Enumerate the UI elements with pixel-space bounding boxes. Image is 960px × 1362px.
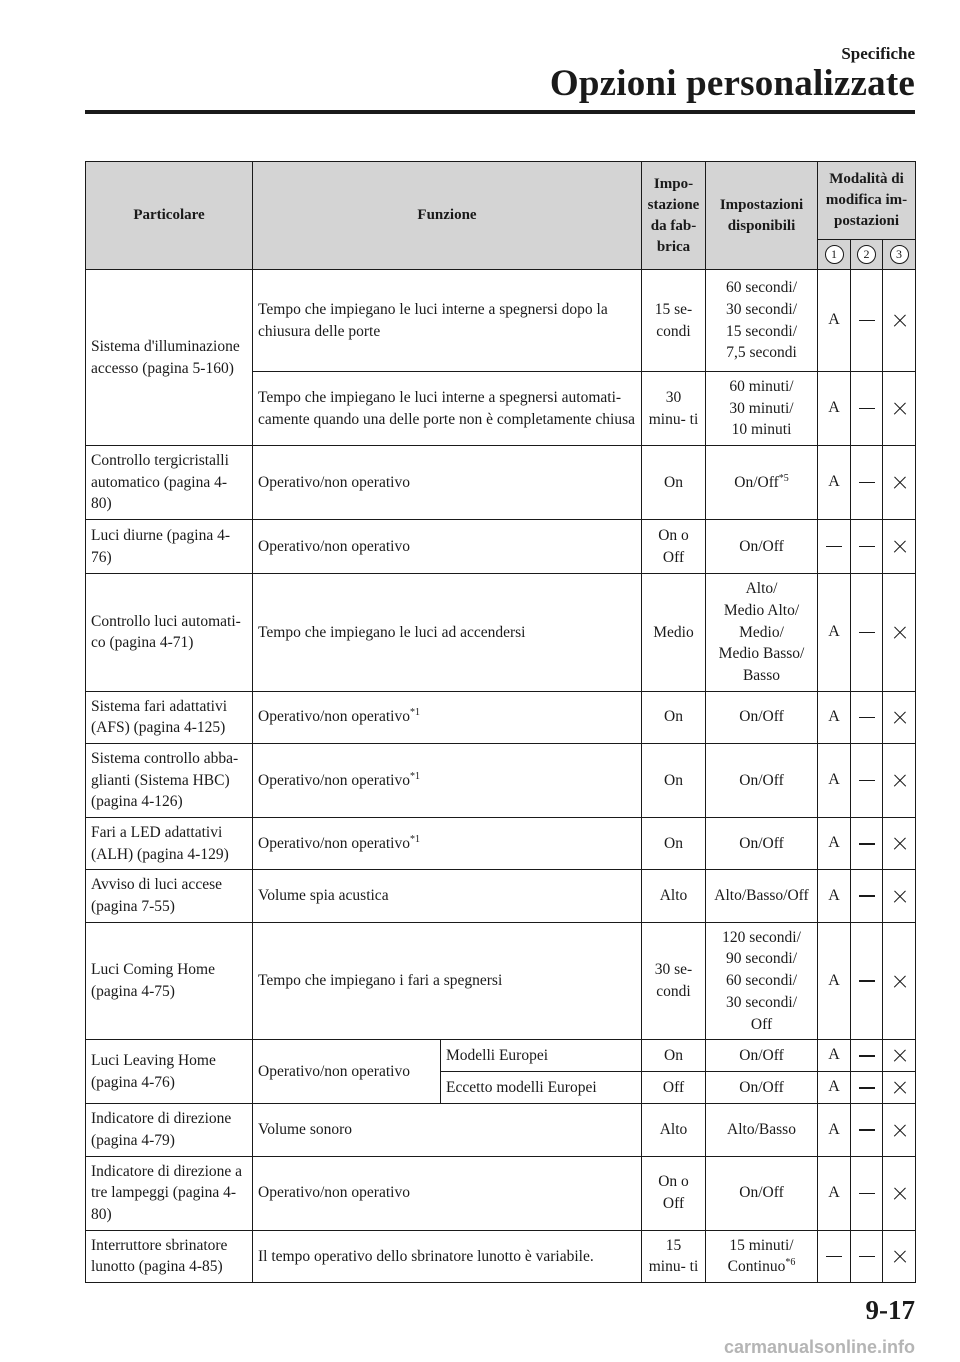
function-text: Il tempo operativo dello sbrinatore lunotto è variabile. (258, 1247, 594, 1265)
available-option-text: 30 secondi/ (725, 300, 798, 318)
cell-mode-1 (818, 1040, 851, 1072)
cell-mode-3 (883, 922, 916, 1039)
cell-default: 15 se- condi (642, 270, 706, 372)
cell-sub-condition: Eccetto modelli Europei (441, 1072, 642, 1104)
cross-mark-icon (893, 626, 906, 639)
cell-mode-2 (851, 1104, 883, 1156)
cell-available (706, 1104, 818, 1156)
mode-letter: A (828, 399, 840, 417)
cell-available (706, 372, 818, 446)
cell-available (706, 1156, 818, 1230)
available-option (711, 885, 812, 907)
cell-mode-1 (818, 743, 851, 817)
dash-mark-icon (859, 320, 875, 321)
cell-mode-3 (883, 870, 916, 922)
available-option-text: On/Off (739, 537, 784, 555)
cross-mark-icon (893, 1187, 906, 1200)
dash-mark-icon (859, 546, 875, 547)
available-option (711, 1182, 812, 1204)
available-option (711, 578, 812, 600)
available-option-text: On/Off (739, 834, 784, 852)
cell-mode-3 (883, 691, 916, 743)
cell-function (253, 1156, 642, 1230)
cell-mode-3 (883, 818, 916, 870)
available-option (711, 398, 812, 420)
available-option-text: Alto/Basso (727, 1121, 796, 1139)
cell-function (253, 372, 642, 446)
cell-function (253, 870, 642, 922)
header-mode-3 (883, 240, 916, 270)
cell-available (706, 574, 818, 691)
footnote-ref: *1 (409, 707, 420, 719)
cell-mode-3 (883, 372, 916, 446)
footnote-ref: *6 (785, 1257, 796, 1269)
mode-letter: A (828, 1120, 840, 1138)
table-row (86, 818, 916, 870)
cell-default: Alto (642, 1104, 706, 1156)
function-text: Volume spia acustica (258, 887, 389, 905)
cross-mark-icon (893, 890, 906, 903)
available-option (711, 1119, 812, 1141)
available-option-text: 10 minuti (731, 421, 792, 439)
cell-mode-3 (883, 574, 916, 691)
footnote-ref: *1 (409, 833, 420, 845)
header-mode-1 (818, 240, 851, 270)
cross-mark-icon (893, 1124, 906, 1137)
table-row (86, 922, 916, 1039)
table-row (86, 270, 916, 372)
cell-mode-2 (851, 1156, 883, 1230)
cell-mode-2 (851, 372, 883, 446)
cell-function (253, 270, 642, 372)
available-option-text: Alto/Basso/Off (714, 887, 809, 905)
cell-mode-1 (818, 372, 851, 446)
available-option (711, 321, 812, 343)
table-row (86, 870, 916, 922)
cell-mode-3 (883, 446, 916, 520)
cell-item: Luci Leaving Home (pagina 4-76) (86, 1040, 253, 1104)
cell-item: Sistema fari adattativi (AFS) (pagina 4-125) (86, 691, 253, 743)
header-mode-2 (851, 240, 883, 270)
cell-mode-3 (883, 743, 916, 817)
available-option (711, 970, 812, 992)
table-row (86, 446, 916, 520)
cell-mode-2 (851, 743, 883, 817)
cell-available (706, 870, 818, 922)
cross-mark-icon (893, 402, 906, 415)
available-option (711, 376, 812, 398)
cell-function (253, 691, 642, 743)
cross-mark-icon (893, 1049, 906, 1062)
table-row (86, 1040, 916, 1072)
custom-settings-table (85, 161, 916, 1283)
available-option (711, 927, 812, 949)
cell-default: On o Off (642, 520, 706, 574)
available-option (711, 770, 812, 792)
cell-default: Off (642, 1072, 706, 1104)
cell-mode-3 (883, 270, 916, 372)
cell-item: Luci diurne (pagina 4-76) (86, 520, 253, 574)
available-option (711, 277, 812, 299)
cross-mark-icon (893, 774, 906, 787)
available-option (711, 1235, 812, 1257)
available-option (711, 1014, 812, 1036)
dash-mark-icon (859, 482, 875, 483)
cell-mode-2 (851, 1040, 883, 1072)
mode-number-icon: 2 (857, 245, 876, 264)
cross-mark-icon (893, 1081, 906, 1094)
dash-mark-icon (859, 895, 875, 896)
available-option (711, 1045, 812, 1067)
page-title: Opzioni personalizzate (549, 63, 915, 104)
cell-default: 30 minu- ti (642, 372, 706, 446)
mode-letter: A (828, 1078, 840, 1096)
mode-letter: A (828, 771, 840, 789)
available-option-text: On/Off (739, 771, 784, 789)
table-row (86, 1230, 916, 1283)
cell-default: On (642, 743, 706, 817)
available-option (711, 600, 812, 622)
cross-mark-icon (893, 476, 906, 489)
cross-mark-icon (893, 975, 906, 988)
available-option-text: Off (750, 1015, 773, 1033)
cell-function (253, 922, 642, 1039)
cross-mark-icon (893, 314, 906, 327)
cell-item: Indicatore di direzione a tre lampeggi (pagina 4-80) (86, 1156, 253, 1230)
table-row (86, 1156, 916, 1230)
header-default: Impo- stazione da fab- brica (642, 162, 706, 270)
available-option-text: 120 secondi/ (722, 928, 801, 946)
mode-letter: A (828, 311, 840, 329)
mode-letter: A (828, 834, 840, 852)
cross-mark-icon (893, 540, 906, 553)
header-modes: Modalità di modifica im- postazioni (818, 162, 916, 240)
function-text: Tempo che impiegano i fari a spegnersi (258, 972, 503, 990)
cell-item: Avviso di luci accese (pagina 7-55) (86, 870, 253, 922)
cell-mode-1 (818, 520, 851, 574)
cell-default: On (642, 818, 706, 870)
cell-function (253, 520, 642, 574)
cell-default: On (642, 1040, 706, 1072)
cell-default: On o Off (642, 1156, 706, 1230)
cell-mode-2 (851, 691, 883, 743)
header-item: Particolare (86, 162, 253, 270)
footnote-ref: *1 (409, 770, 420, 782)
available-option (711, 1256, 812, 1278)
cell-function (253, 1104, 642, 1156)
table-row (86, 574, 916, 691)
dash-mark-icon (859, 717, 875, 718)
mode-letter: A (828, 708, 840, 726)
available-option-text: On/Off (739, 1046, 784, 1064)
cell-function (253, 446, 642, 520)
cell-available (706, 922, 818, 1039)
cell-mode-3 (883, 1040, 916, 1072)
table-row (86, 743, 916, 817)
cell-available (706, 270, 818, 372)
available-option (711, 706, 812, 728)
dash-mark-icon (859, 1256, 875, 1257)
available-option-text: 60 secondi/ (725, 972, 798, 990)
mode-letter: A (828, 886, 840, 904)
mode-number-icon: 3 (890, 245, 909, 264)
cross-mark-icon (893, 837, 906, 850)
mode-letter: A (828, 473, 840, 491)
cell-item: Controllo tergicristalli automatico (pagina 4-80) (86, 446, 253, 520)
cell-mode-2 (851, 446, 883, 520)
available-option-text: On/Off (739, 1078, 784, 1096)
table-row (86, 520, 916, 574)
function-text: Operativo/non operativo (258, 834, 410, 852)
cell-item: Indicatore di direzione (pagina 4-79) (86, 1104, 253, 1156)
cell-mode-1 (818, 922, 851, 1039)
page-number: 9-17 (865, 1295, 915, 1325)
cross-mark-icon (893, 711, 906, 724)
cell-mode-3 (883, 1072, 916, 1104)
cell-mode-3 (883, 1230, 916, 1283)
title-rule (85, 110, 915, 114)
cell-item: Sistema controllo abba- glianti (Sistema HBC) (pagina 4-126) (86, 743, 253, 817)
cell-mode-1 (818, 691, 851, 743)
cell-default: 30 se- condi (642, 922, 706, 1039)
cell-function: Operativo/non operativo (253, 1040, 441, 1104)
watermark: carmanualsonline.info (723, 1337, 915, 1357)
cell-available (706, 1230, 818, 1283)
section-label: Specifiche (841, 44, 915, 63)
cell-mode-3 (883, 1104, 916, 1156)
available-option (711, 419, 812, 441)
cell-available (706, 743, 818, 817)
function-text: Operativo/non operativo (258, 771, 410, 789)
available-option-text: On/Off (734, 473, 779, 491)
cell-mode-1 (818, 1230, 851, 1283)
cell-mode-2 (851, 922, 883, 1039)
available-option (711, 622, 812, 644)
available-option-text: Medio Alto/ (723, 601, 800, 619)
cell-mode-1 (818, 1072, 851, 1104)
function-text: Tempo che impiegano le luci interne a spegnersi automati- camente quando una delle porte non è completamente chiusa (258, 388, 636, 428)
header-available: Impostazioni disponibili (706, 162, 818, 270)
cell-available (706, 520, 818, 574)
function-text: Tempo che impiegano le luci interne a spegnersi dopo la chiusura delle porte (258, 300, 608, 340)
available-option-text: 30 minuti/ (729, 399, 794, 417)
table-body (86, 270, 916, 1283)
available-option (711, 536, 812, 558)
dash-mark-icon (859, 1129, 875, 1130)
cell-function (253, 818, 642, 870)
cell-mode-1 (818, 870, 851, 922)
cell-mode-1 (818, 446, 851, 520)
available-option (711, 992, 812, 1014)
footnote-ref: *5 (778, 472, 789, 484)
available-option (711, 1077, 812, 1099)
cell-default: Alto (642, 870, 706, 922)
available-option-text: 90 secondi/ (725, 950, 798, 968)
dash-mark-icon (859, 632, 875, 633)
available-option-text: 60 minuti/ (729, 378, 794, 395)
cell-default: Medio (642, 574, 706, 691)
cell-mode-2 (851, 270, 883, 372)
dash-mark-icon (826, 546, 842, 547)
function-text: Tempo che impiegano le luci ad accendersi (258, 623, 526, 641)
dash-mark-icon (859, 1055, 875, 1056)
dash-mark-icon (859, 780, 875, 781)
cell-mode-2 (851, 1072, 883, 1104)
available-option (711, 472, 812, 494)
cell-available (706, 446, 818, 520)
available-option-text: 60 secondi/ (725, 279, 798, 297)
cell-mode-3 (883, 520, 916, 574)
dash-mark-icon (859, 408, 875, 409)
function-text: Operativo/non operativo (258, 1184, 410, 1202)
available-option-text: 30 secondi/ (725, 993, 798, 1011)
cell-mode-2 (851, 1230, 883, 1283)
available-option (711, 833, 812, 855)
available-option-text: 7,5 secondi (726, 344, 797, 362)
cell-mode-1 (818, 574, 851, 691)
cell-mode-1 (818, 818, 851, 870)
table-row (86, 691, 916, 743)
cell-item: Sistema d'illuminazione accesso (pagina 5-160) (86, 270, 253, 446)
table-row (86, 1104, 916, 1156)
function-text: Operativo/non operativo (258, 537, 410, 555)
cell-mode-3 (883, 1156, 916, 1230)
cell-function (253, 1230, 642, 1283)
cell-available (706, 1040, 818, 1072)
available-option-text: Basso (742, 666, 781, 684)
cell-available (706, 818, 818, 870)
mode-number-icon: 1 (825, 245, 844, 264)
cell-function (253, 574, 642, 691)
mode-letter: A (828, 1183, 840, 1201)
cell-mode-2 (851, 818, 883, 870)
cell-mode-2 (851, 870, 883, 922)
dash-mark-icon (859, 1193, 875, 1194)
available-option-text: Continuo (727, 1258, 786, 1276)
available-option-text: Medio Basso/ (718, 645, 805, 663)
available-option-text: Alto/ (745, 580, 778, 598)
cell-item: Fari a LED adattativi (ALH) (pagina 4-129) (86, 818, 253, 870)
cell-default: On (642, 691, 706, 743)
available-option-text: On/Off (739, 708, 784, 726)
available-option (711, 948, 812, 970)
cell-mode-1 (818, 1104, 851, 1156)
cell-default: 15 minu- ti (642, 1230, 706, 1283)
available-option-text: 15 minuti/ (729, 1236, 794, 1254)
available-option-text: 15 secondi/ (725, 322, 798, 340)
header-function: Funzione (253, 162, 642, 270)
available-option (711, 643, 812, 665)
cell-item: Controllo luci automati- co (pagina 4-71) (86, 574, 253, 691)
dash-mark-icon (859, 980, 875, 981)
cell-mode-2 (851, 574, 883, 691)
cell-mode-1 (818, 270, 851, 372)
cell-mode-1 (818, 1156, 851, 1230)
mode-letter: A (828, 971, 840, 989)
cell-available (706, 691, 818, 743)
cell-sub-condition: Modelli Europei (441, 1040, 642, 1072)
function-text: Operativo/non operativo (258, 708, 410, 726)
cell-default: On (642, 446, 706, 520)
available-option-text: Medio/ (739, 623, 784, 641)
dash-mark-icon (859, 843, 875, 844)
cell-item: Interruttore sbrinatore lunotto (pagina 4-85) (86, 1230, 253, 1283)
cell-item: Luci Coming Home (pagina 4-75) (86, 922, 253, 1039)
function-text: Operativo/non operativo (258, 473, 410, 491)
cell-function (253, 743, 642, 817)
available-option (711, 342, 812, 364)
available-option-text: On/Off (739, 1184, 784, 1202)
dash-mark-icon (826, 1256, 842, 1257)
mode-letter: A (828, 623, 840, 641)
cross-mark-icon (893, 1250, 906, 1263)
cell-available (706, 1072, 818, 1104)
available-option (711, 665, 812, 687)
function-text: Volume sonoro (258, 1121, 353, 1139)
available-option (711, 299, 812, 321)
cell-mode-2 (851, 520, 883, 574)
dash-mark-icon (859, 1087, 875, 1088)
mode-letter: A (828, 1046, 840, 1064)
